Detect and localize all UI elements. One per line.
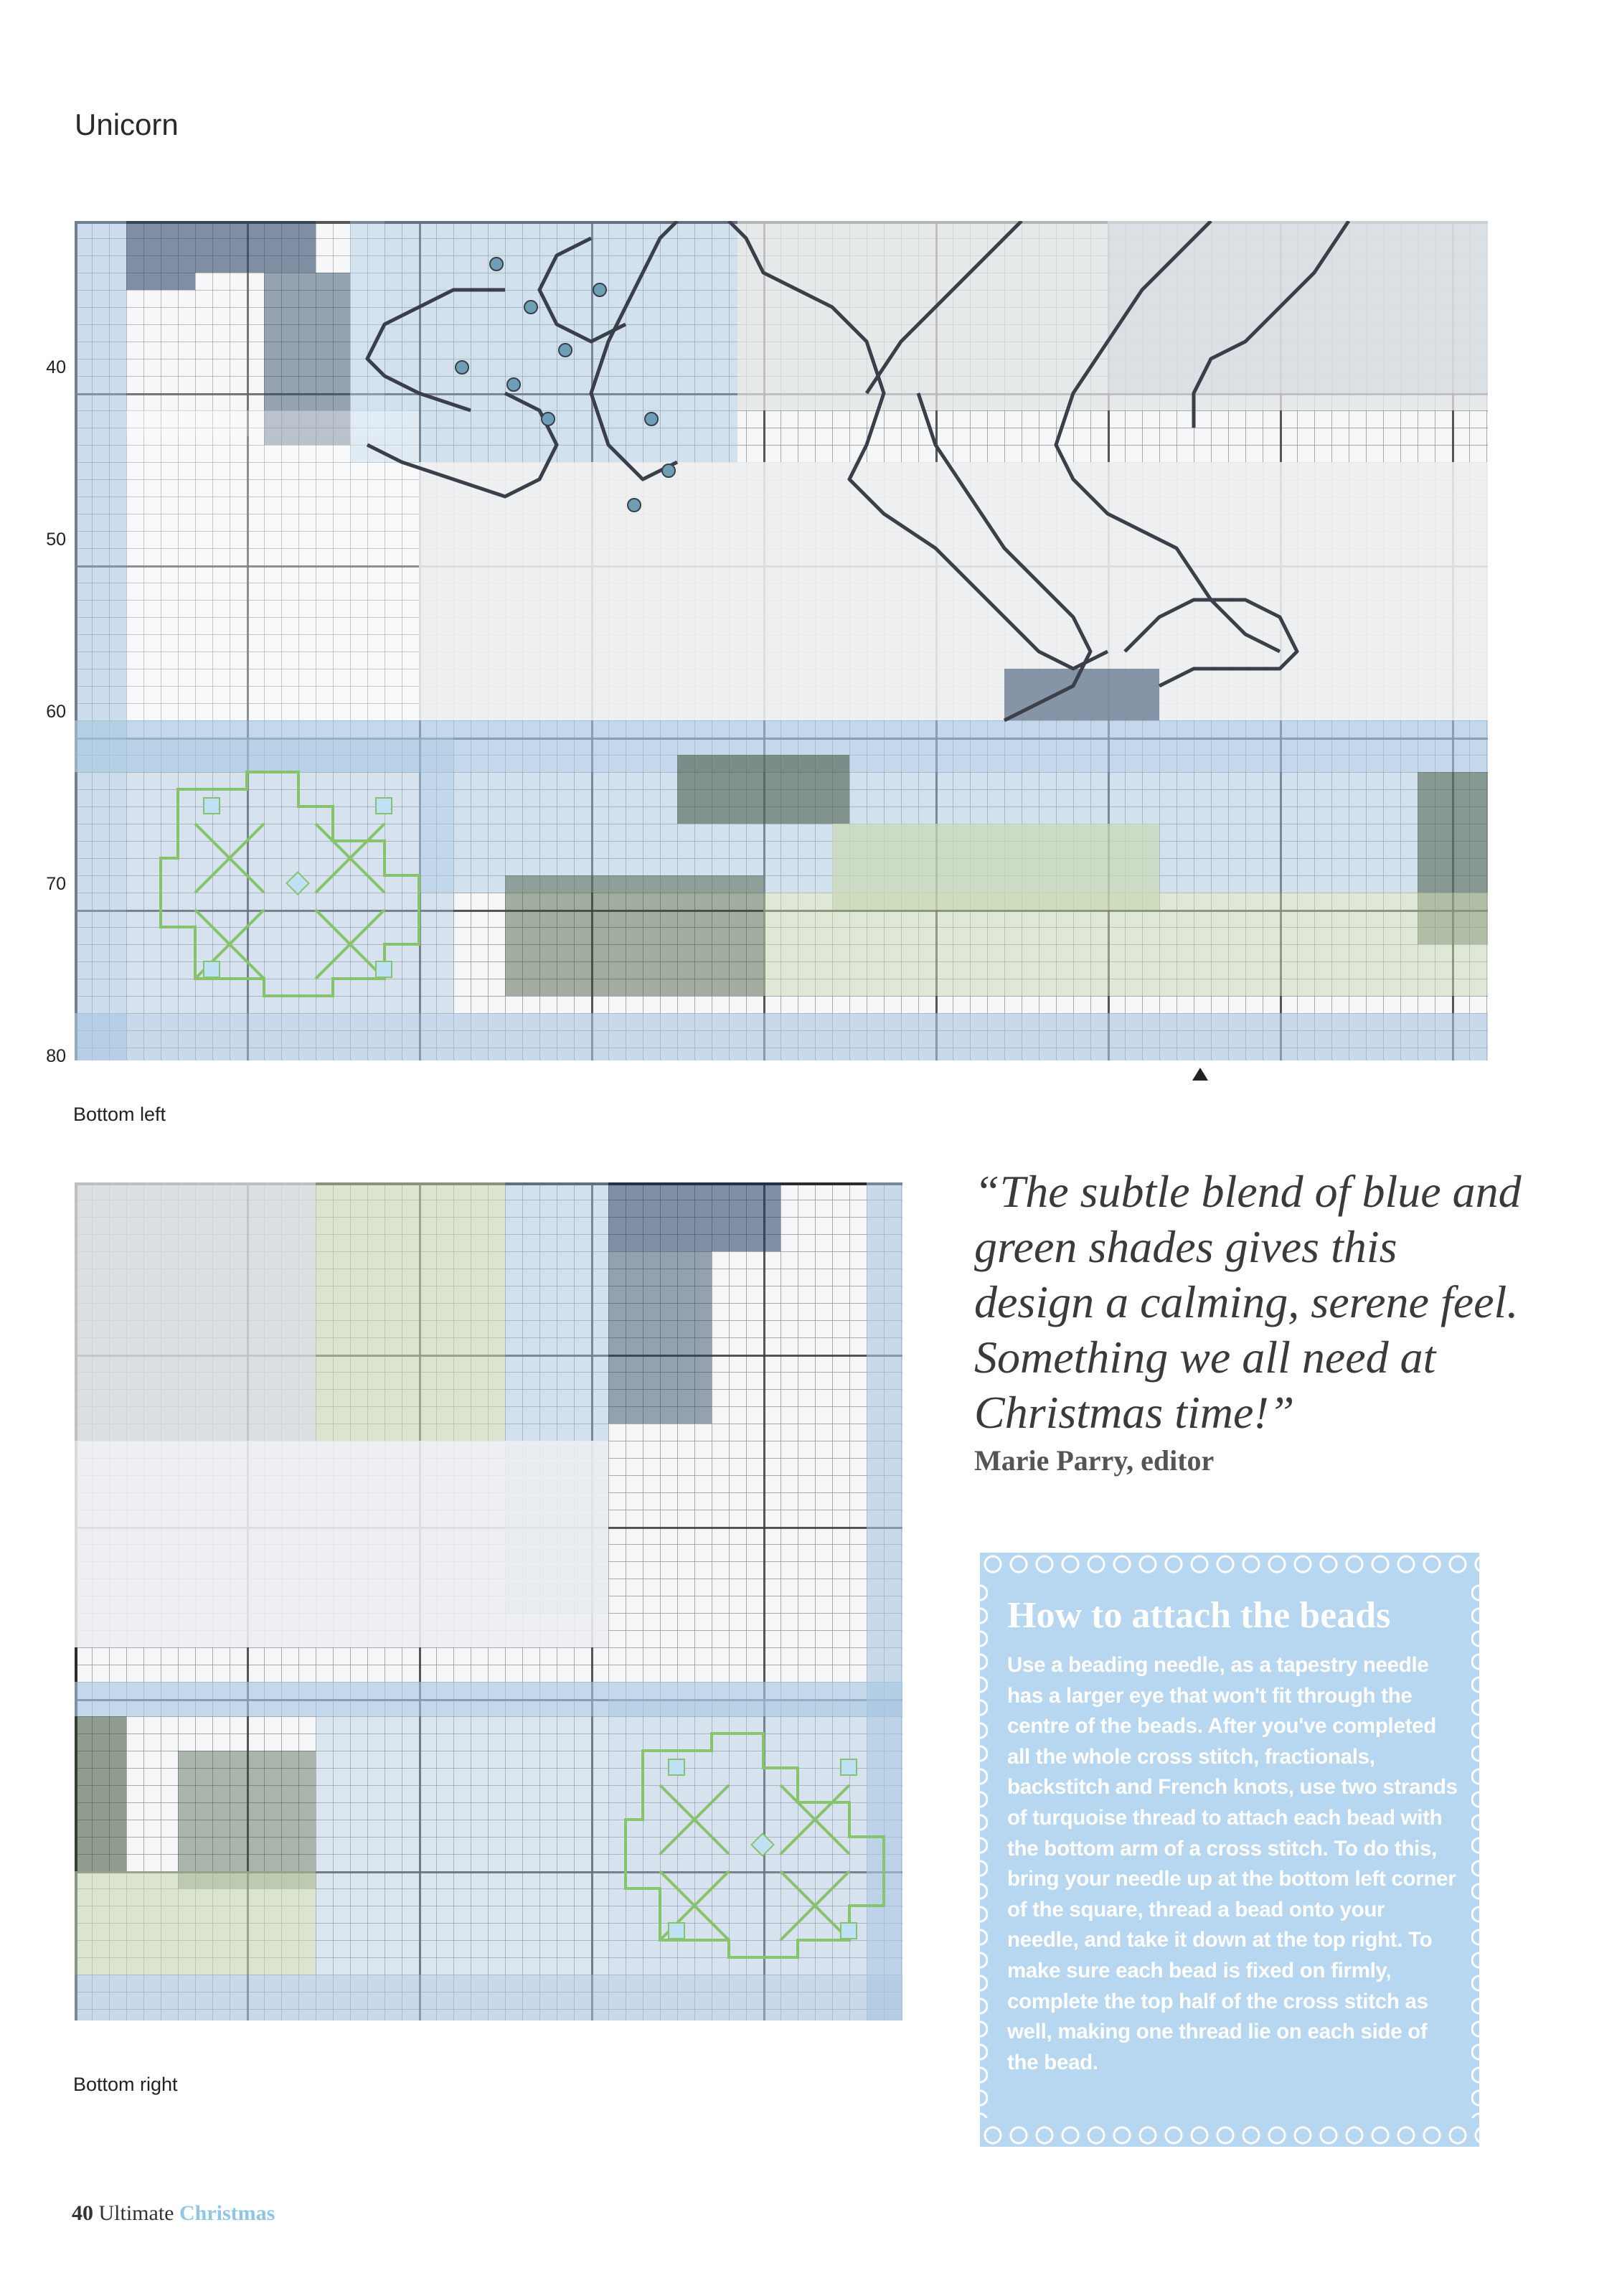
center-marker-icon	[1192, 1068, 1208, 1081]
chart-grid	[75, 1182, 902, 2020]
chart-grid	[75, 221, 1488, 1060]
scallop-border-bottom	[980, 2125, 1479, 2145]
chart-bottom-right	[75, 1182, 902, 2020]
bead-box-body: Use a beading needle, as a tapestry needle has a larger eye that won't fit through the centre of the beads. After you've completed all the whole cross stitch, fractionals, backstitch and French knots, use two strands of turquoise thread to attach each bead with the bottom arm of a cross stitch. To do this, bring your needle up at the bottom left corner of the square, thread a bead onto your needle, and take it down at the top right. To make sure each bead is fixed on firmly, complete the top half of the cross stitch as well, making one thread lie on each side of the bead.	[1007, 1653, 1458, 2074]
chart-bottom-left	[46, 221, 1488, 1066]
bead-box-title: How to attach the beads	[1007, 1595, 1391, 1636]
quote-author: Marie Parry, editor	[974, 1444, 1215, 1477]
backstitch-overlay	[75, 221, 1488, 1060]
scallop-border-left	[980, 1581, 988, 2118]
publication-accent: Christmas	[179, 2201, 275, 2225]
row-number: 80	[46, 1046, 66, 1066]
page-number: 40	[72, 2201, 93, 2225]
scallop-border-top	[980, 1554, 1479, 1574]
chart-caption-bottom-right: Bottom right	[73, 2074, 178, 2095]
row-number: 40	[46, 357, 66, 377]
pull-quote: “The subtle blend of blue and green shades gives this design a calming, serene feel. Something we all need at Christmas time!”	[974, 1166, 1522, 1438]
tree-overlay	[75, 1182, 902, 2020]
page-title: Unicorn	[75, 108, 179, 141]
row-number: 50	[46, 530, 66, 550]
chart-caption-bottom-left: Bottom left	[73, 1104, 166, 1125]
row-number: 60	[46, 702, 66, 722]
publication-name: Ultimate	[98, 2201, 174, 2225]
page-footer	[72, 2201, 275, 2226]
bead-tip-box	[980, 1553, 1479, 2147]
row-number: 70	[46, 874, 66, 894]
scallop-border-right	[1471, 1581, 1479, 2118]
